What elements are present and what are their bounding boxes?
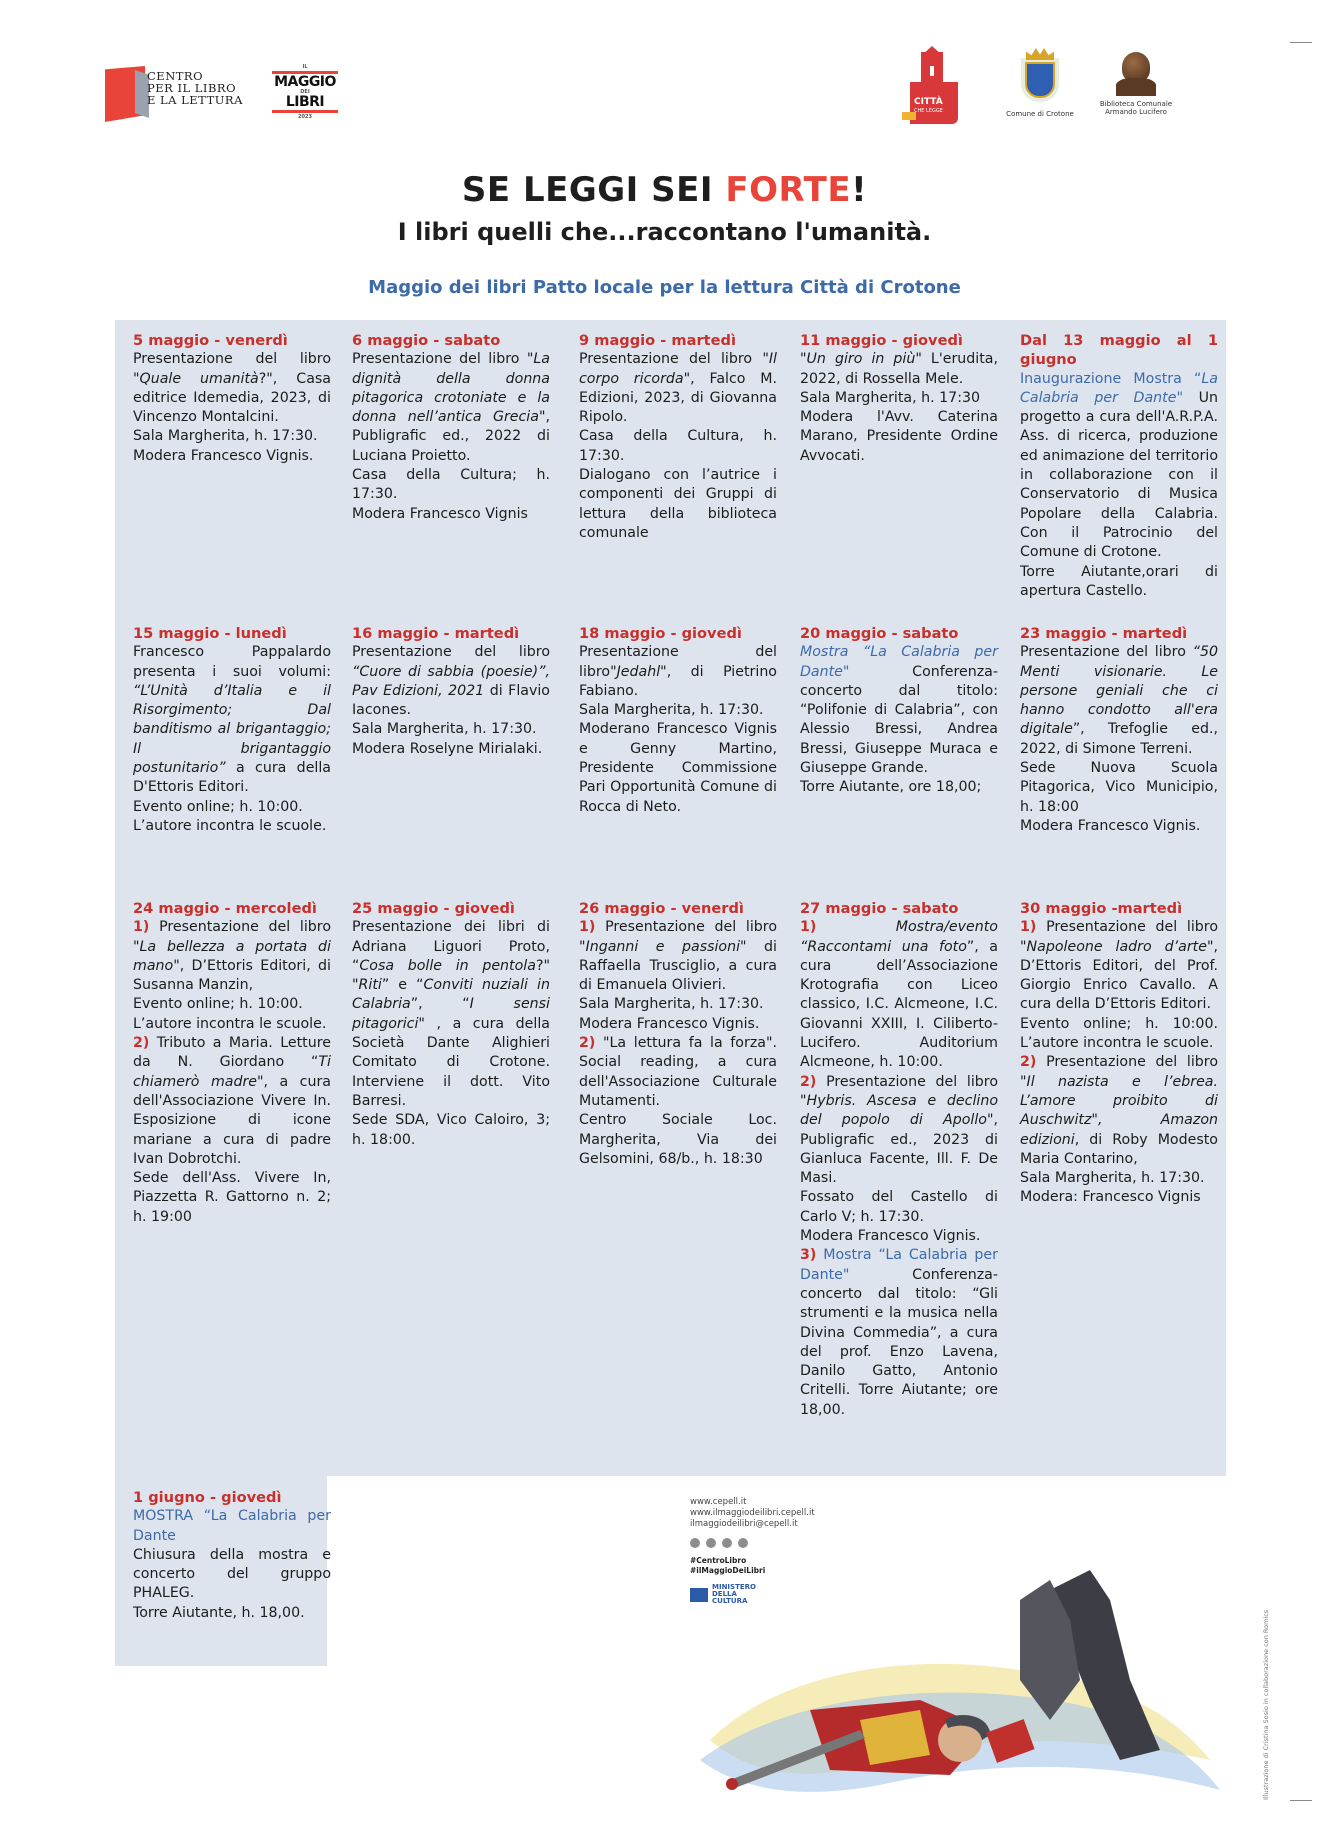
event-description (1020, 370, 1218, 602)
event-cell (579, 331, 777, 543)
event-text-segment: di Flavio Iacones. (352, 682, 550, 719)
event-text-segment: Mostra “La Calabria per Dante" (800, 644, 998, 680)
biblio-caption-line: Armando Lucifero (1105, 108, 1167, 116)
event-text-segment: " (800, 351, 807, 368)
event-text-segment: Casa della Cultura, h. 17:30. (579, 428, 777, 464)
event-date: 30 maggio -martedì (1020, 900, 1183, 917)
event-text-segment: Jedahl (616, 663, 661, 680)
event-text-segment: Quale umanità (139, 370, 259, 387)
event-text-segment: Evento online; h. 10:00. (133, 798, 303, 815)
event-text-segment: Ti chiamerò madre (133, 1054, 331, 1090)
event-cell (1020, 899, 1218, 1208)
citta-che-legge-logo (902, 52, 962, 124)
event-text-segment: Napoleone ladro d’arte (1026, 938, 1207, 955)
event-description (352, 350, 550, 524)
event-text-segment: Un progetto a cura dell'A.R.P.A. Ass. di ricerca, produzione ed animazione del territorio in collaborazione con il Conservatorio di Musica Popolare della Calabria. Con il Patrocinio del Comune di Crotone. (1020, 389, 1218, 561)
event-text-segment: L’autore incontra le scuole. (133, 1015, 327, 1032)
maggio-logo-mid: DEI (300, 89, 310, 95)
tagline: Maggio dei libri Patto locale per la lettura Città di Crotone (368, 277, 961, 298)
event-text-segment: Evento online; h. 10:00. L’autore incontra le scuole. (1020, 1015, 1218, 1052)
event-cell (579, 899, 777, 1169)
event-text-segment: Presentazione del libro " (352, 351, 534, 368)
hashtag: #ilMaggioDeiLibri (690, 1566, 766, 1575)
sword-pommel (726, 1778, 738, 1790)
knight-reading-illustration (690, 1560, 1250, 1820)
event-text-segment: 2) (133, 1035, 150, 1052)
comune-caption: Comune di Crotone (1006, 110, 1074, 118)
ministero-line: MINISTERO (712, 1583, 756, 1591)
event-text-segment: Presentazione del libro" (579, 644, 777, 680)
event-text-segment: Sala Margherita, h. 17:30. (1020, 1170, 1205, 1187)
event-cell (133, 899, 331, 1227)
event-text-segment: Il nazista e l’ebrea. L’amore proibito di Auschwitz", Amazon edizioni (1020, 1073, 1218, 1148)
event-text-segment: Sede Nuova Scuola Pitagorica, Vico Municipio, h. 18:00 (1020, 760, 1218, 815)
event-text-segment: 2) (800, 1073, 817, 1090)
event-text-segment: Presentazione del libro (352, 644, 550, 661)
event-text-segment: " , a cura della Società Dante Alighieri Comitato di Crotone. Interviene il dott. Vito Barresi. (352, 1015, 550, 1109)
event-text-segment: “Cuore di sabbia (poesie)”, Pav Edizioni, 2021 (352, 663, 550, 699)
biblioteca-caption (1088, 100, 1184, 116)
twitter-icon[interactable] (722, 1538, 732, 1548)
event-text-segment: I sensi pitagorici (352, 996, 550, 1032)
biblio-caption-line: Biblioteca Comunale (1099, 100, 1173, 108)
event-text-segment: L’autore incontra le scuole. (133, 817, 327, 834)
event-text-segment: Torre Aiutante, ore 18,00; (800, 779, 982, 796)
event-text-segment: Mostra/evento “Raccontami una foto (800, 919, 998, 955)
subtitle: I libri quelli che...raccontano l'umanità. (397, 218, 932, 246)
event-text-segment: Sala Margherita, h. 17:30. (579, 996, 764, 1013)
ministero-line: DELLA (712, 1590, 737, 1598)
youtube-icon[interactable] (738, 1538, 748, 1548)
event-text-segment: Conferenza-concerto dal titolo: “Gli strumenti e la musica nella Divina Commedia”, a cura del prof. Enzo Lavena, Danilo Gatto, Antonio Critelli. Torre Aiutante; ore 18,00. (800, 1266, 998, 1418)
event-text-segment: 1) (1020, 919, 1037, 936)
event-text-segment: Chiusura della mostra e concerto del gruppo PHALEG. (133, 1546, 331, 1602)
event-text-segment: ", di Pietrino Fabiano. (579, 663, 777, 699)
event-text-segment: La dignità della donna pitagorica crotoniate e la donna nell’antica Grecia (352, 351, 550, 426)
illustration-credit: Illustrazione di Cristina Sosio in collaborazione con Romics (1262, 1609, 1270, 1800)
event-text-segment: Il corpo ricorda (579, 351, 777, 387)
maggio-logo-top: IL (302, 64, 308, 70)
event-text-segment: ”, “ (410, 996, 470, 1013)
event-date: 23 maggio - martedì (1020, 625, 1188, 642)
event-text-segment: 2) (579, 1035, 596, 1052)
event-text-segment: Torre Aiutante, h. 18,00. (133, 1604, 305, 1621)
event-text-segment: ", Publigrafic ed., 2023 di Gianluca Facente, Ill. F. De Masi. (800, 1112, 998, 1187)
event-text-segment: Modera Francesco Vignis (352, 505, 528, 522)
event-description (579, 918, 777, 1169)
event-description (579, 350, 777, 543)
event-text-segment: Conviti nuziali in Calabria (352, 977, 550, 1013)
event-cell (800, 331, 998, 466)
event-cell (352, 624, 550, 759)
event-text-segment: Hybris. Ascesa e declino del popolo di Apollo (800, 1092, 998, 1129)
event-cell (800, 899, 998, 1420)
email-link[interactable]: ilmaggiodeilibri@cepell.it (690, 1519, 798, 1529)
event-text-segment: Inaugurazione Mostra “ (1020, 370, 1202, 387)
website-link[interactable]: www.cepell.it (690, 1497, 747, 1507)
event-cell (133, 331, 331, 466)
event-text-segment: Riti (358, 977, 382, 994)
title-part: ! (851, 170, 868, 210)
event-date: 11 maggio - giovedì (800, 332, 963, 349)
event-date: 16 maggio - martedì (352, 625, 520, 642)
event-text-segment: Presentazione del libro " (579, 351, 769, 368)
event-text-segment: Modera Francesco Vignis. (800, 1228, 981, 1245)
event-text-segment: Modera Francesco Vignis. (579, 1015, 760, 1032)
event-description (133, 350, 331, 466)
event-text-segment: Sala Margherita, h. 17:30 (800, 389, 981, 406)
event-date: 15 maggio - lunedì (133, 625, 287, 642)
event-text-segment: " (1176, 389, 1183, 406)
event-text-segment: ", Falco M. Edizioni, 2023, di Giovanna Ripolo. (579, 370, 777, 426)
event-cell (352, 899, 550, 1150)
event-description (133, 918, 331, 1227)
event-text-segment: 1) (579, 919, 596, 936)
crown-icon (1026, 48, 1054, 60)
event-text-segment: Un giro in più (806, 351, 916, 368)
event-text-segment: Presentazione del libro " (1020, 1054, 1218, 1090)
biblioteca-logo (1088, 52, 1184, 132)
event-description (133, 643, 331, 836)
crop-mark (1290, 1800, 1312, 1801)
event-description (800, 918, 998, 1420)
event-text-segment: Sala Margherita, h. 17:30. (133, 428, 318, 445)
event-text-segment: , di Roby Modesto Maria Contarino, (1020, 1131, 1218, 1167)
citta-logo-subtext: CHE LEGGE (914, 108, 943, 114)
event-text-segment: Centro Sociale Loc. Margherita, Via dei Gelsomini, 68/b., h. 18:30 (579, 1112, 777, 1167)
main-title (0, 170, 1329, 210)
event-text-segment: " L'erudita, 2022, di Rossella Mele. (800, 351, 998, 387)
event-text-segment: Francesco Pappalardo presenta i suoi volumi: (133, 644, 331, 680)
event-cell (133, 1488, 331, 1623)
event-text-segment: Modera l'Avv. Caterina Marano, Presidente Ordine Avvocati. (800, 409, 998, 464)
event-text-segment: a cura della D'Ettoris Editori. (133, 760, 331, 796)
shield-emblem (860, 1710, 930, 1765)
coat-of-arms-icon (1025, 62, 1055, 98)
maggio-logo-line1: MAGGIO (274, 74, 336, 90)
event-text-segment: La Calabria per Dante (1020, 370, 1218, 406)
event-date: 18 maggio - giovedì (579, 625, 742, 642)
event-text-segment: "La lettura fa la forza". Social reading, a cura dell'Associazione Culturale Mutamenti. (579, 1035, 777, 1109)
bust-icon (1116, 78, 1156, 96)
event-text-segment: Presentazione del libro (1020, 644, 1193, 661)
event-text-segment: Cosa bolle in pentola (359, 957, 536, 974)
event-text-segment: MOSTRA “La Calabria per Dante (133, 1508, 331, 1544)
event-date: 20 maggio - sabato (800, 625, 959, 642)
event-text-segment: Modera Francesco Vignis. (1020, 817, 1201, 834)
event-description (579, 643, 777, 817)
event-description (800, 643, 998, 797)
facebook-icon[interactable] (690, 1538, 700, 1548)
event-text-segment: 1) (800, 919, 817, 936)
event-cell (133, 624, 331, 836)
event-cell (579, 624, 777, 817)
cepell-line: PER IL LIBRO (147, 81, 236, 95)
event-description (352, 643, 550, 759)
event-text-segment: Fossato del Castello di Carlo V; h. 17:30. (800, 1189, 998, 1225)
event-text-segment: “L’Unità d’Italia e il Risorgimento; Dal banditismo al brigantaggio; Il brigantaggio postunitario” (133, 682, 331, 777)
event-text-segment: 3) (800, 1247, 817, 1264)
event-text-segment: Torre Aiutante,orari di apertura Castello. (1020, 563, 1218, 599)
event-text-segment: ", Publigrafic ed., 2022 di Luciana Proietto. (352, 409, 550, 464)
event-text-segment: Inganni e passioni (585, 938, 741, 955)
event-description (1020, 918, 1218, 1207)
citta-logo-text: CITTÀ (914, 97, 943, 107)
event-text-segment: Evento online; h. 10:00. (133, 996, 303, 1013)
event-date: Dal 13 maggio al 1 giugno (1020, 332, 1218, 369)
event-text-segment: 2) (1020, 1054, 1037, 1071)
event-text-segment: ” e “ (381, 977, 424, 994)
crop-mark (1290, 42, 1312, 43)
event-text-segment: ", a cura dell'Associazione Vivere In. Esposizione di icone mariane a cura di padre Ivan Dobrotchi. (133, 1073, 331, 1167)
event-text-segment: ", D’Ettoris Editori, di Susanna Manzin, (133, 957, 331, 994)
event-text-segment: Presentazione del libro " (133, 351, 331, 387)
event-text-segment: Dialogano con l’autrice i componenti dei Gruppi di lettura della biblioteca comunale (579, 467, 777, 541)
event-text-segment: ?" " (352, 957, 550, 994)
event-cell (1020, 331, 1218, 601)
event-text-segment: ", D’Ettoris Editori, del Prof. Giorgio Enrico Cavallo. A cura della D’Ettoris Editori. (1020, 938, 1218, 1013)
event-date: 1 giugno - giovedì (133, 1489, 282, 1506)
event-description (800, 350, 998, 466)
event-text-segment: Sala Margherita, h. 17:30. (352, 721, 537, 738)
event-text-segment: Presentazione del libro " (800, 1073, 998, 1109)
event-text-segment: Sede SDA, Vico Caloiro, 3; h. 18:00. (352, 1112, 550, 1148)
instagram-icon[interactable] (706, 1538, 716, 1548)
tower-window-icon (930, 66, 934, 76)
event-text-segment: Sede dell'Ass. Vivere In, Piazzetta R. Gattorno n. 2; h. 19:00 (133, 1170, 331, 1225)
comune-crotone-logo (1005, 48, 1075, 132)
logo-bar (272, 110, 338, 113)
event-description (352, 918, 550, 1150)
event-cell (352, 331, 550, 524)
event-cell (800, 624, 998, 798)
title-part: SE LEGGI SEI (461, 170, 726, 210)
event-text-segment: Mostra “La Calabria per Dante" (800, 1247, 998, 1283)
event-text-segment: Sala Margherita, h. 17:30. (579, 702, 764, 719)
maggio-logo-year: 2023 (298, 114, 312, 120)
social-icons (690, 1538, 890, 1548)
ministero-line: CULTURA (712, 1597, 748, 1605)
cepell-line: E LA LETTURA (147, 93, 243, 107)
event-date: 24 maggio - mercoledì (133, 900, 317, 917)
event-cell (1020, 624, 1218, 836)
event-text-segment: “50 Menti visionarie. Le persone geniali che ci hanno condotto all'era digitale (1020, 644, 1218, 738)
cepell-logo-text (147, 70, 243, 106)
event-description (1020, 643, 1218, 836)
event-text-segment: Modera Francesco Vignis. (133, 447, 314, 464)
event-text-segment: ”, Trefoglie ed., 2022, di Simone Terreni. (1020, 721, 1218, 757)
event-date: 25 maggio - giovedì (352, 900, 515, 917)
event-date: 26 maggio - venerdì (579, 900, 744, 917)
event-date: 5 maggio - venerdì (133, 332, 288, 349)
event-text-segment: Moderano Francesco Vignis e Genny Martino, Presidente Commissione Pari Opportunità Comune di Rocca di Neto. (579, 721, 777, 815)
event-text-segment: Presentazione del libro " (1020, 919, 1218, 955)
event-text-segment: 1) (133, 919, 150, 936)
event-description (133, 1507, 331, 1623)
event-text-segment: ”, a cura dell’Associazione Krotografia con Liceo classico, I.C. Alcmeone, I.C. Giovanni XXIII, I. Ciliberto-Lucifero. Auditorium Alcmeone, h. 10:00. (800, 938, 998, 1071)
event-date: 6 maggio - sabato (352, 332, 501, 349)
event-text-segment: Casa della Cultura; h. 17:30. (352, 467, 550, 503)
event-date: 27 maggio - sabato (800, 900, 959, 917)
event-text-segment: Tributo a Maria. Letture da N. Giordano “ (133, 1035, 331, 1071)
event-text-segment: Modera Roselyne Mirialaki. (352, 740, 543, 757)
event-text-segment: " di Raffaella Trusciglio, a cura di Emanuela Olivieri. (579, 938, 777, 994)
event-text-segment: La bellezza a portata di mano (133, 938, 331, 974)
cepell-line: CENTRO (147, 69, 204, 83)
event-date: 9 maggio - martedì (579, 332, 737, 349)
title-highlight: FORTE (725, 170, 852, 210)
event-text-segment: Presentazione del libro " (133, 919, 331, 955)
maggio-logo-line2: LIBRI (285, 94, 325, 110)
event-text-segment (816, 919, 895, 935)
event-text-segment: ?", Casa editrice Idemedia, 2023, di Vincenzo Montalcini. (133, 370, 331, 426)
hashtag: #CentroLibro (690, 1556, 747, 1565)
cepell-logo (105, 62, 265, 122)
event-text-segment: Conferenza-concerto dal titolo: “Polifonie di Calabria”, con Alessio Bressi, Andrea Bressi, Giuseppe Muraca e Giuseppe Grande. (800, 663, 998, 777)
event-text-segment: Modera: Francesco Vignis (1020, 1189, 1201, 1206)
maggio-dei-libri-logo (272, 64, 338, 120)
event-text-segment: Presentazione dei libri di Adriana Liguori Proto, “ (352, 919, 550, 974)
website-link[interactable]: www.ilmaggiodeilibri.cepell.it (690, 1508, 815, 1518)
event-text-segment: Presentazione del libro " (579, 919, 777, 955)
